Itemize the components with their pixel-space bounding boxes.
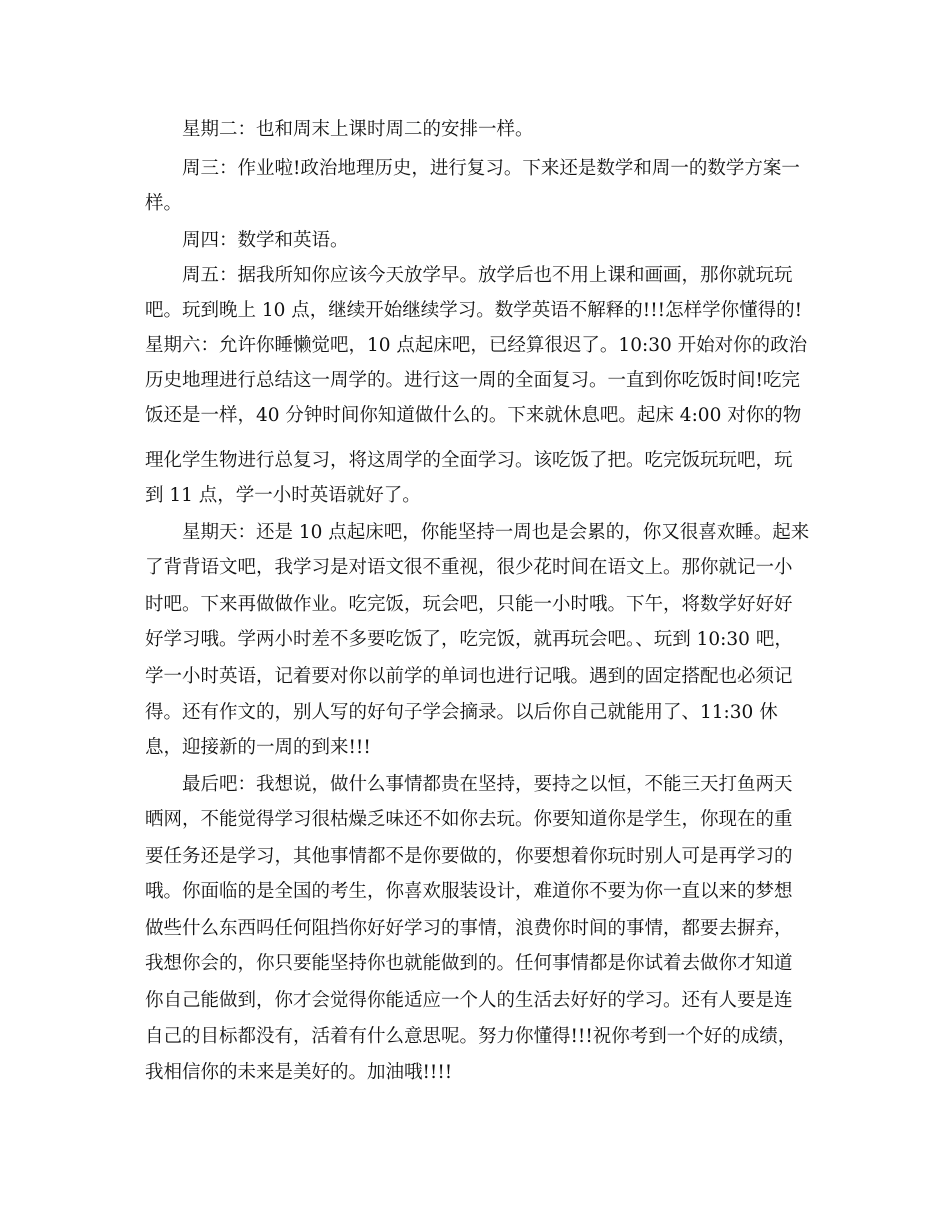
text-line: 时吧。下来再做做作业。吃完饭，玩会吧，只能一小时哦。下午，将数学好好好: [145, 594, 793, 615]
text-line: 我相信你的未来是美好的。加油哦!!!!: [145, 1062, 453, 1083]
text-line: 到 11 点，学一小时英语就好了。: [145, 485, 421, 506]
text-line: 最后吧：我想说，做什么事情都贵在坚持，要持之以恒，不能三天打鱼两天: [182, 774, 793, 795]
text-line: 哦。你面临的是全国的考生，你喜欢服装设计，难道你不要为你一直以来的梦想: [145, 881, 793, 902]
text-line: 周五：据我所知你应该今天放学早。放学后也不用上课和画画，那你就玩玩: [182, 265, 793, 286]
text-line: 晒网，不能觉得学习很枯燥乏味还不如你去玩。你要知道你是学生，你现在的重: [145, 809, 793, 830]
text-line: 星期二：也和周末上课时周二的安排一样。: [182, 119, 534, 140]
text-line: 我想你会的，你只要能坚持你也就能做到的。任何事情都是你试着去做你才知道: [145, 953, 793, 974]
text-line: 样。: [145, 193, 183, 214]
text-line: 学一小时英语，记着要对你以前学的单词也进行记哦。遇到的固定搭配也必须记: [145, 666, 793, 687]
text-line: 得。还有作文的，别人写的好句子学会摘录。以后你自己就能用了、11:30 休: [145, 702, 778, 723]
text-line: 好学习哦。学两小时差不多要吃饭了，吃完饭，就再玩会吧。、玩到 10:30 吧，: [145, 629, 793, 650]
text-line: 做些什么东西吗任何阻挡你好好学习的事情，浪费你时间的事情，都要去摒弃，: [145, 918, 793, 939]
text-line: 星期天：还是 10 点起床吧，你能坚持一周也是会累的，你又很喜欢睡。起来: [182, 522, 810, 543]
text-line: 理化学生物进行总复习，将这周学的全面学习。该吃饭了把。吃完饭玩玩吧，玩: [145, 450, 793, 471]
text-line: 饭还是一样，40 分钟时间你知道做什么的。下来就休息吧。起床 4:00 对你的物: [145, 405, 802, 426]
text-line: 历史地理进行总结这一周学的。进行这一周的全面复习。一直到你吃饭时间!吃完: [145, 370, 800, 391]
text-line: 要任务还是学习，其他事情都不是你要做的，你要想着你玩时别人可是再学习的: [145, 846, 793, 867]
text-line: 了背背语文吧，我学习是对语文很不重视，很少花时间在语文上。那你就记一小: [145, 557, 793, 578]
text-line: 周三：作业啦!政治地理历史，进行复习。下来还是数学和周一的数学方案一: [182, 158, 800, 179]
text-line: 你自己能做到，你才会觉得你能适应一个人的生活去好好的学习。还有人要是连: [145, 990, 793, 1011]
text-line: 星期六：允许你睡懒觉吧，10 点起床吧，已经算很迟了。10:30 开始对你的政治: [145, 335, 808, 356]
text-line: 息，迎接新的一周的到来!!!: [145, 737, 371, 758]
text-line: 自己的目标都没有，活着有什么意思呢。努力你懂得!!!祝你考到一个好的成绩，: [145, 1026, 797, 1047]
text-line: 周四：数学和英语。: [182, 230, 349, 251]
text-line: 吧。玩到晚上 10 点，继续开始继续学习。数学英语不解释的!!!怎样学你懂得的!: [145, 300, 803, 321]
